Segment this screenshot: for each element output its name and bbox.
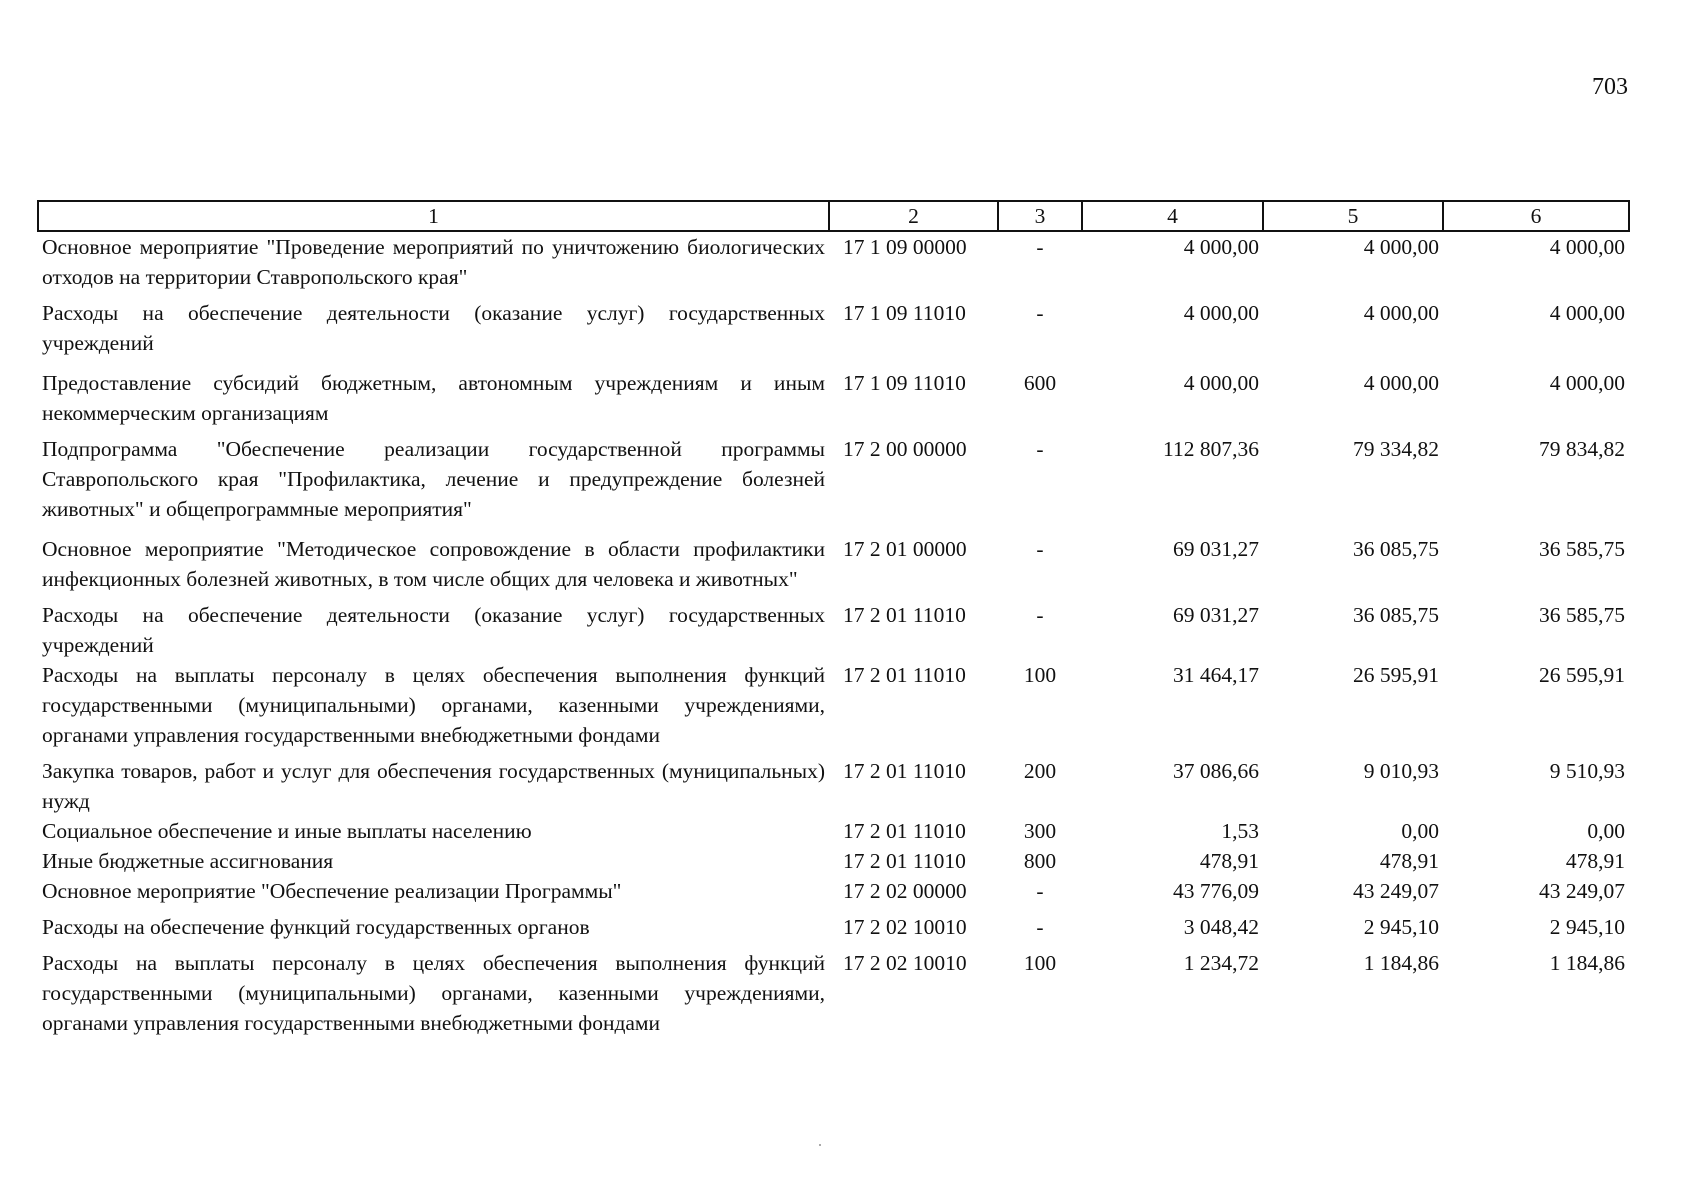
expense-name: Закупка товаров, работ и услуг для обеспечения государственных (муниципальных) нужд — [42, 759, 825, 813]
table-row — [38, 660, 1629, 756]
amount-col6: 36 585,75 — [1539, 603, 1625, 627]
classification-code: 17 1 09 11010 — [843, 371, 966, 395]
expense-type: - — [1036, 537, 1044, 561]
column-header: 5 — [1263, 201, 1443, 231]
amount-col6: 26 595,91 — [1539, 663, 1625, 687]
classification-code: 17 2 02 10010 — [843, 951, 967, 975]
amount-col4: 4 000,00 — [1183, 235, 1259, 259]
expense-name: Социальное обеспечение и иные выплаты населению — [42, 819, 532, 843]
amount-col5: 4 000,00 — [1363, 371, 1439, 395]
classification-code: 17 2 02 00000 — [843, 879, 967, 903]
expense-type: 100 — [1023, 951, 1057, 975]
column-header: 6 — [1443, 201, 1629, 231]
table-row — [38, 876, 1629, 912]
expense-type: - — [1036, 301, 1044, 325]
classification-code: 17 2 00 00000 — [843, 437, 967, 461]
classification-code: 17 2 01 11010 — [843, 603, 966, 627]
amount-col6: 79 834,82 — [1539, 437, 1625, 461]
table-row — [38, 298, 1629, 368]
table-row — [38, 948, 1629, 1038]
expense-type: 800 — [1023, 849, 1057, 873]
amount-col4: 31 464,17 — [1173, 663, 1259, 687]
column-header: 1 — [38, 201, 829, 231]
table-row — [38, 534, 1629, 600]
header-row — [38, 201, 1629, 231]
amount-col5: 9 010,93 — [1363, 759, 1439, 783]
amount-col4: 478,91 — [1199, 849, 1259, 873]
table-row — [38, 368, 1629, 434]
column-header: 2 — [829, 201, 998, 231]
amount-col5: 4 000,00 — [1363, 235, 1439, 259]
amount-col6: 0,00 — [1587, 819, 1625, 843]
table-row — [38, 846, 1629, 876]
amount-col5: 1 184,86 — [1363, 951, 1439, 975]
amount-col6: 9 510,93 — [1549, 759, 1625, 783]
expense-name: Иные бюджетные ассигнования — [42, 849, 334, 873]
expense-type: - — [1036, 915, 1044, 939]
expense-type: 300 — [1023, 819, 1057, 843]
amount-col6: 2 945,10 — [1549, 915, 1625, 939]
expense-type: - — [1036, 603, 1044, 627]
expense-name: Основное мероприятие "Методическое сопровождение в области профилактики инфекционных болезней животных, в том числе общих для человека и животных" — [42, 537, 825, 591]
amount-col6: 43 249,07 — [1539, 879, 1625, 903]
expense-type: - — [1036, 437, 1044, 461]
table-row — [38, 756, 1629, 816]
classification-code: 17 2 01 00000 — [843, 537, 967, 561]
table-row — [38, 231, 1629, 298]
column-header: 4 — [1082, 201, 1263, 231]
amount-col6: 36 585,75 — [1539, 537, 1625, 561]
expense-name: Расходы на обеспечение деятельности (оказание услуг) государственных учреждений — [42, 301, 825, 355]
classification-code: 17 1 09 00000 — [843, 235, 967, 259]
classification-code: 17 1 09 11010 — [843, 301, 966, 325]
expense-name: Расходы на обеспечение деятельности (оказание услуг) государственных учреждений — [42, 603, 825, 657]
amount-col4: 1,53 — [1221, 819, 1259, 843]
amount-col6: 4 000,00 — [1549, 301, 1625, 325]
amount-col4: 37 086,66 — [1173, 759, 1259, 783]
table-row — [38, 816, 1629, 846]
classification-code: 17 2 01 11010 — [843, 759, 966, 783]
classification-code: 17 2 02 10010 — [843, 915, 967, 939]
classification-code: 17 2 01 11010 — [843, 849, 966, 873]
budget-table — [37, 200, 1630, 1038]
amount-col4: 69 031,27 — [1173, 603, 1259, 627]
amount-col5: 478,91 — [1379, 849, 1439, 873]
expense-name: Основное мероприятие "Проведение мероприятий по уничтожению биологических отходов на территории Ставропольского края" — [42, 235, 825, 289]
classification-code: 17 2 01 11010 — [843, 663, 966, 687]
scan-speck — [819, 1144, 821, 1146]
amount-col4: 3 048,42 — [1183, 915, 1259, 939]
amount-col4: 112 807,36 — [1163, 437, 1259, 461]
amount-col4: 43 776,09 — [1173, 879, 1259, 903]
amount-col5: 4 000,00 — [1363, 301, 1439, 325]
amount-col6: 4 000,00 — [1549, 371, 1625, 395]
amount-col5: 26 595,91 — [1353, 663, 1439, 687]
table-row — [38, 600, 1629, 660]
amount-col5: 2 945,10 — [1363, 915, 1439, 939]
expense-type: 100 — [1023, 663, 1057, 687]
amount-col4: 1 234,72 — [1183, 951, 1259, 975]
expense-name: Предоставление субсидий бюджетным, автономным учреждениям и иным некоммерческим организациям — [42, 371, 825, 425]
expense-name: Подпрограмма "Обеспечение реализации государственной программы Ставропольского края "Профилактика, лечение и предупреждение болезней животных" и общепрограммные мероприятия" — [42, 437, 825, 521]
amount-col5: 0,00 — [1401, 819, 1439, 843]
expense-name: Расходы на выплаты персоналу в целях обеспечения выполнения функций государственными (муниципальными) органами, казенными учреждениями, органами управления государственными внебюджетными фондами — [42, 663, 825, 747]
column-header: 3 — [998, 201, 1082, 231]
amount-col4: 4 000,00 — [1183, 301, 1259, 325]
amount-col6: 1 184,86 — [1549, 951, 1625, 975]
amount-col6: 478,91 — [1565, 849, 1625, 873]
amount-col5: 43 249,07 — [1353, 879, 1439, 903]
expense-name: Расходы на обеспечение функций государственных органов — [42, 915, 590, 939]
expense-type: - — [1036, 235, 1044, 259]
amount-col5: 36 085,75 — [1353, 537, 1439, 561]
amount-col5: 79 334,82 — [1353, 437, 1439, 461]
expense-type: - — [1036, 879, 1044, 903]
amount-col4: 4 000,00 — [1183, 371, 1259, 395]
expense-name: Основное мероприятие "Обеспечение реализации Программы" — [42, 879, 622, 903]
expense-type: 600 — [1023, 371, 1057, 395]
page-number: 703 — [1592, 74, 1628, 100]
table-row — [38, 912, 1629, 948]
table-row — [38, 434, 1629, 534]
amount-col4: 69 031,27 — [1173, 537, 1259, 561]
expense-type: 200 — [1023, 759, 1057, 783]
expense-name: Расходы на выплаты персоналу в целях обеспечения выполнения функций государственными (муниципальными) органами, казенными учреждениями, органами управления государственными внебюджетными фондами — [42, 951, 825, 1035]
amount-col6: 4 000,00 — [1549, 235, 1625, 259]
classification-code: 17 2 01 11010 — [843, 819, 966, 843]
amount-col5: 36 085,75 — [1353, 603, 1439, 627]
